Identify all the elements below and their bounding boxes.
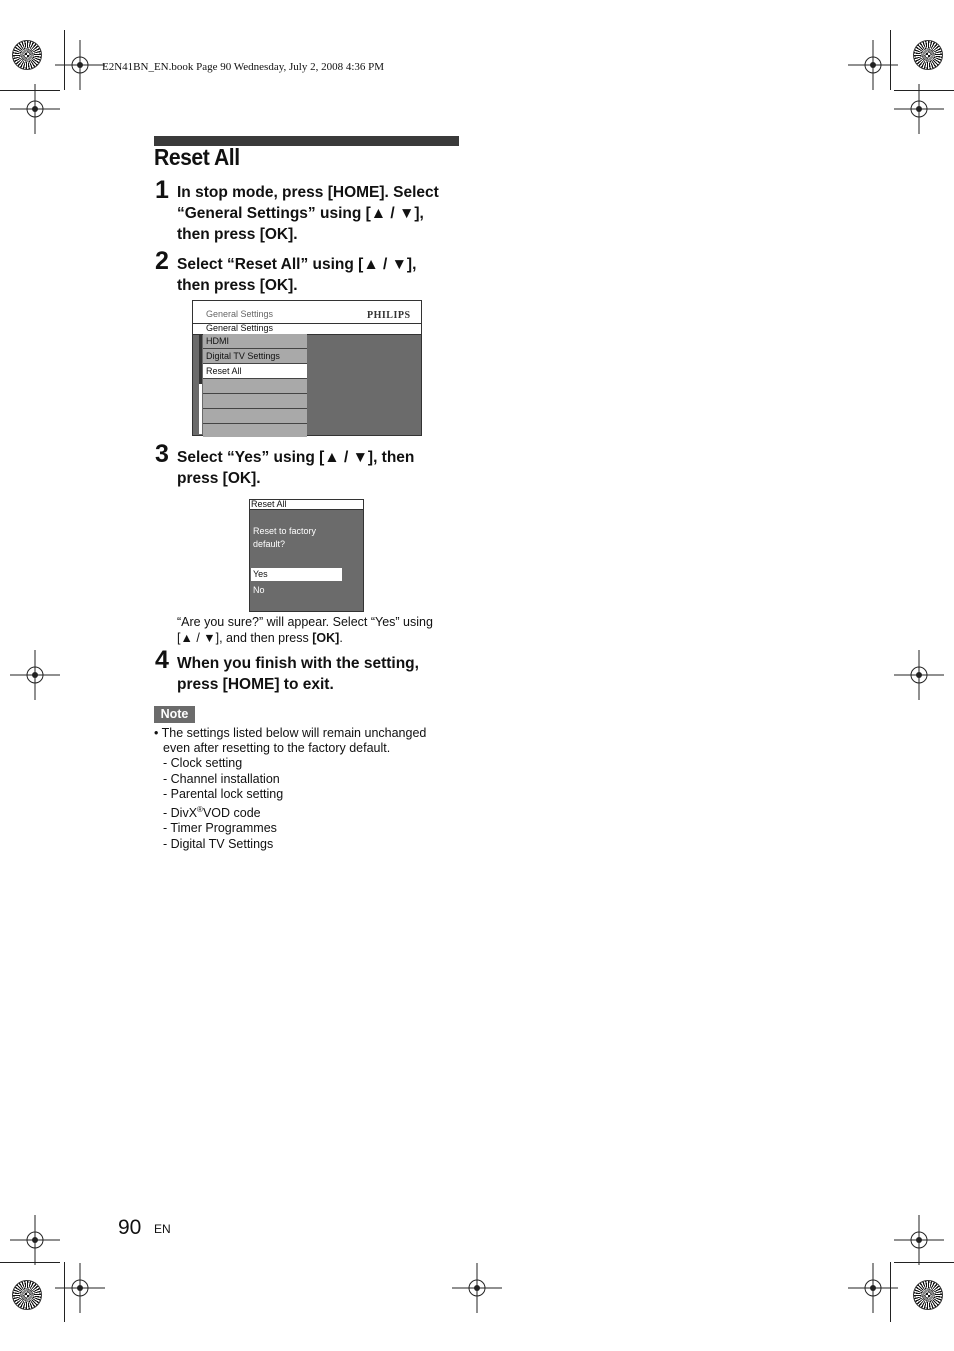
book-info: E2N41BN_EN.book Page 90 Wednesday, July 2, 2008 4:36 PM — [102, 61, 385, 73]
step-line: then press [OK]. — [177, 277, 298, 294]
step-line: When you finish with the setting, — [177, 655, 419, 672]
scrollbar-thumb[interactable] — [199, 334, 202, 384]
dialog-message-line: Reset to factory — [253, 526, 317, 536]
ok-key: [OK] — [312, 630, 340, 645]
divx-label: - DivX — [163, 806, 198, 821]
trim-line — [894, 1262, 954, 1263]
menu-item-empty — [203, 394, 307, 409]
confirm-instructions — [177, 615, 433, 646]
step-line: press [HOME] to exit. — [177, 676, 334, 693]
page-language: EN — [154, 1222, 171, 1236]
screen-header — [193, 301, 421, 323]
step-text — [177, 653, 419, 695]
general-settings-screen — [192, 300, 422, 436]
list-item: - Channel installation — [163, 771, 280, 786]
step-line: In stop mode, press [HOME]. Select — [177, 184, 439, 201]
note-bullet: • The settings listed below will remain unchanged — [154, 726, 427, 740]
menu-item-empty — [203, 409, 307, 424]
step-line: press [OK]. — [177, 470, 261, 487]
menu-item-hdmi[interactable]: HDMI — [203, 334, 307, 349]
list-item: - Timer Programmes — [163, 821, 277, 836]
trim-line — [890, 1262, 891, 1322]
crosshair-icon — [452, 1263, 502, 1313]
confirm-text: [▲ / ▼], and then press — [177, 630, 313, 645]
screen-title: General Settings — [206, 309, 274, 319]
list-item: - Digital TV Settings — [163, 836, 274, 851]
step-number: 2 — [155, 247, 169, 275]
trim-line — [0, 90, 60, 91]
crosshair-icon — [10, 650, 60, 700]
menu-item-empty — [203, 379, 307, 394]
list-item — [154, 802, 454, 821]
divx-suffix: VOD code — [202, 806, 261, 821]
crosshair-icon — [55, 1263, 105, 1313]
crosshair-icon — [10, 84, 60, 134]
step-number: 1 — [155, 176, 169, 204]
trim-line — [890, 30, 891, 90]
note-bullet-cont: even after resetting to the factory default. — [163, 741, 391, 756]
step-line: then press [OK]. — [177, 226, 298, 243]
dialog-message-line: default? — [253, 539, 286, 549]
step-text — [177, 254, 416, 296]
trim-line — [0, 1262, 60, 1263]
trim-line — [894, 90, 954, 91]
crosshair-icon — [894, 650, 944, 700]
philips-logo: PHILIPS — [367, 310, 411, 321]
page-number: 90 — [118, 1216, 142, 1239]
dialog-message — [253, 525, 353, 551]
step-number: 4 — [155, 646, 169, 674]
option-yes[interactable]: Yes — [251, 568, 342, 581]
crosshair-icon — [894, 84, 944, 134]
menu-item-digital-tv-settings[interactable]: Digital TV Settings — [203, 349, 307, 364]
menu-item-empty — [203, 424, 307, 437]
step-text — [177, 447, 414, 489]
note-list — [154, 726, 454, 852]
note-label: Note — [154, 706, 195, 723]
starburst-mark-top-left — [12, 40, 42, 70]
menu-item-reset-all[interactable]: Reset All — [203, 364, 307, 379]
trim-line — [64, 30, 65, 90]
reset-all-dialog — [249, 499, 364, 612]
settings-menu — [203, 334, 307, 437]
trim-line — [64, 1262, 65, 1322]
registered-mark: ® — [197, 805, 203, 815]
step-line: Select “Reset All” using [▲ / ▼], — [177, 256, 417, 273]
crosshair-icon — [10, 1215, 60, 1265]
starburst-mark-top-right — [913, 40, 943, 70]
step-line: Select “Yes” using [▲ / ▼], then — [177, 449, 415, 466]
confirm-line — [177, 631, 433, 647]
dialog-title: Reset All — [250, 500, 363, 510]
list-item: - Clock setting — [163, 756, 243, 771]
starburst-mark-bottom-right — [913, 1280, 943, 1310]
step-number: 3 — [155, 440, 169, 468]
step-text — [177, 182, 439, 245]
confirm-period: . — [339, 630, 343, 645]
step-line: “General Settings” using [▲ / ▼], — [177, 205, 424, 222]
page-title: Reset All — [154, 144, 240, 170]
confirm-line: “Are you sure?” will appear. Select “Yes” using — [177, 615, 433, 629]
screen-subtitle: General Settings — [206, 323, 274, 333]
crosshair-icon — [894, 1215, 944, 1265]
starburst-mark-bottom-left — [12, 1280, 42, 1310]
list-item: - Parental lock setting — [163, 786, 284, 801]
option-no[interactable]: No — [253, 585, 265, 595]
crosshair-icon — [55, 40, 105, 90]
